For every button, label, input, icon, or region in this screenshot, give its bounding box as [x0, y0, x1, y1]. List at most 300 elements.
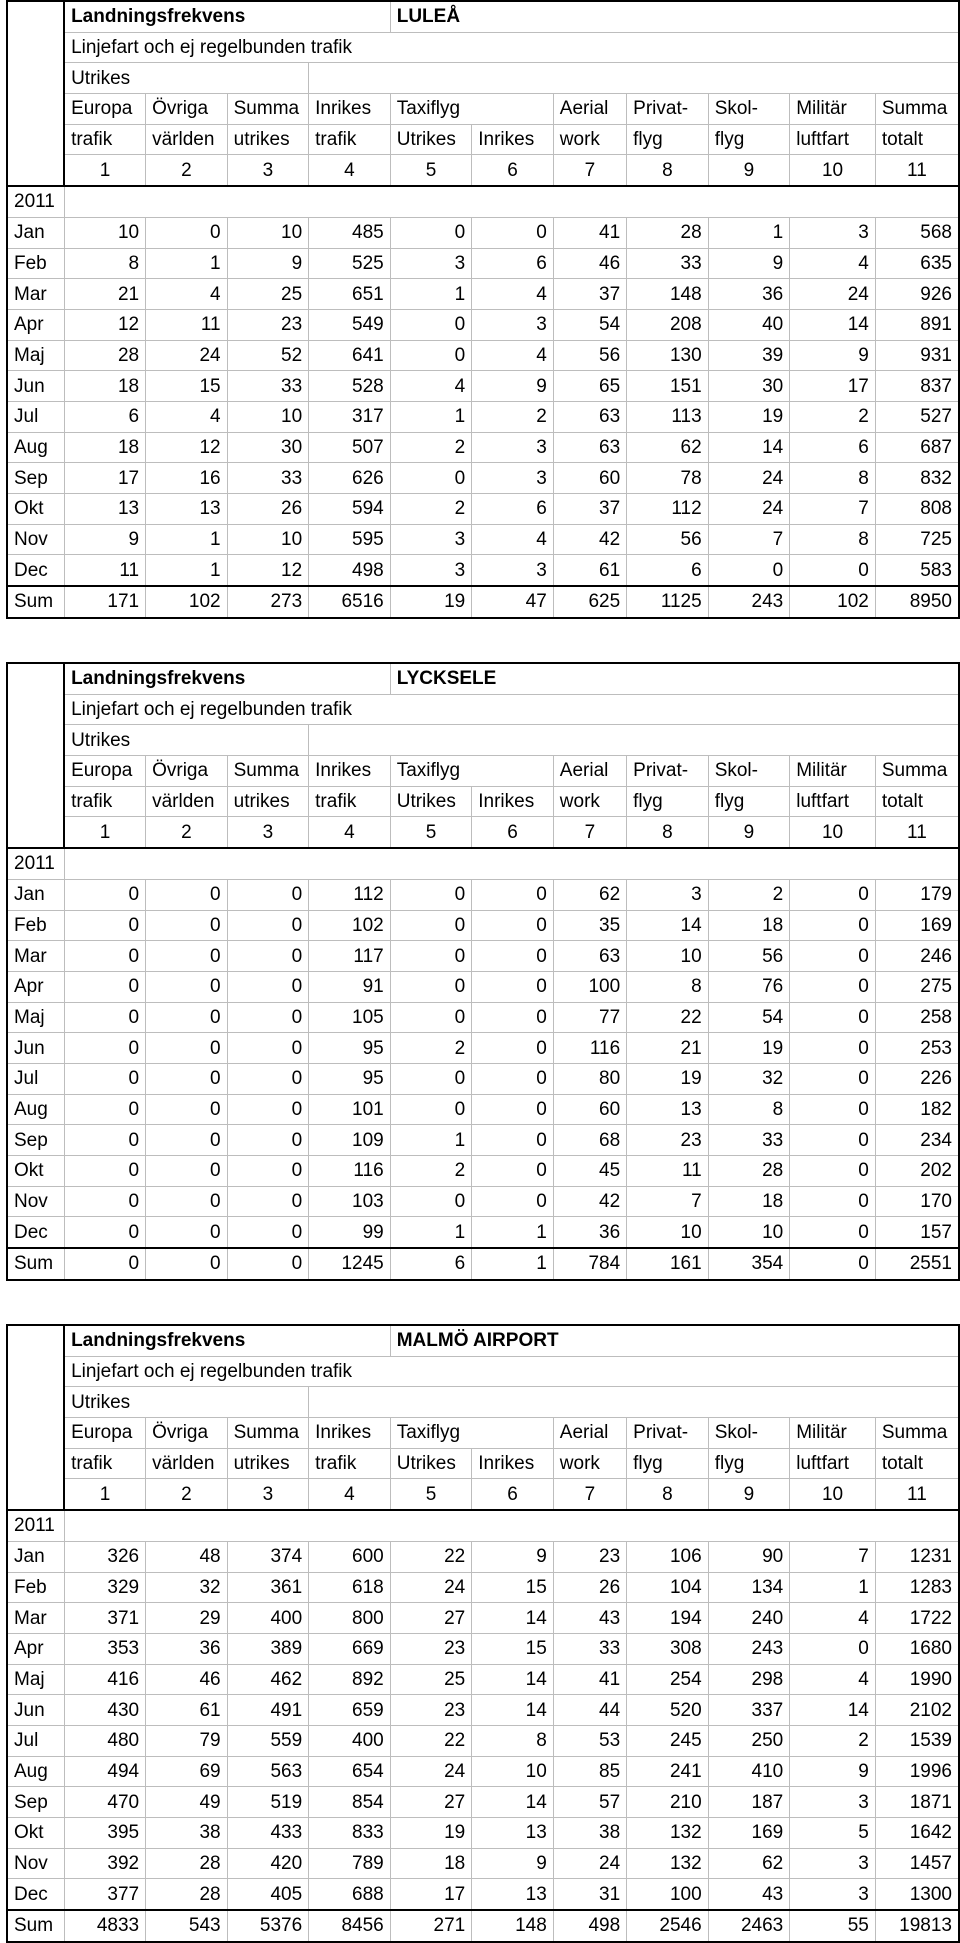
data-cell: 37	[553, 279, 626, 310]
data-cell: 6	[472, 494, 554, 525]
corner-cell	[7, 155, 64, 186]
column-subheader: Utrikes	[390, 124, 472, 155]
traffic-subtitle: Linjefart och ej regelbunden trafik	[64, 32, 959, 63]
data-cell: 854	[309, 1787, 391, 1818]
sum-cell: 0	[227, 1248, 309, 1280]
data-cell: 112	[309, 879, 391, 910]
data-cell: 0	[146, 1156, 228, 1187]
data-cell: 23	[227, 309, 309, 340]
data-cell: 22	[390, 1725, 472, 1756]
column-subheader: världen	[146, 1448, 228, 1479]
month-label: Jun	[7, 1033, 64, 1064]
data-cell: 179	[875, 879, 959, 910]
month-label: Jul	[7, 1063, 64, 1094]
data-cell: 33	[627, 248, 709, 279]
data-cell: 0	[146, 910, 228, 941]
data-cell: 389	[227, 1633, 309, 1664]
column-number: 11	[875, 817, 959, 848]
data-cell: 49	[146, 1787, 228, 1818]
corner-cell	[7, 1325, 64, 1356]
table-row	[7, 1217, 959, 1248]
month-label: Sep	[7, 1125, 64, 1156]
table-row	[7, 217, 959, 248]
data-cell: 0	[790, 1125, 876, 1156]
sum-cell: 5376	[227, 1910, 309, 1942]
month-label: Jan	[7, 217, 64, 248]
data-cell: 498	[309, 555, 391, 586]
month-label: Feb	[7, 1572, 64, 1603]
data-cell: 101	[309, 1094, 391, 1125]
data-cell: 9	[708, 248, 790, 279]
data-cell: 100	[553, 971, 626, 1002]
data-cell: 19	[708, 401, 790, 432]
data-cell: 23	[627, 1125, 709, 1156]
data-cell: 35	[553, 910, 626, 941]
corner-cell	[7, 1448, 64, 1479]
data-cell: 528	[309, 371, 391, 402]
data-cell: 9	[472, 1848, 554, 1879]
data-cell: 32	[708, 1063, 790, 1094]
data-cell: 13	[472, 1818, 554, 1849]
column-subheader: världen	[146, 786, 228, 817]
data-cell: 11	[146, 309, 228, 340]
column-number: 11	[875, 155, 959, 186]
data-cell: 76	[708, 971, 790, 1002]
corner-cell	[7, 1356, 64, 1387]
column-subheader: utrikes	[227, 786, 309, 817]
airport-table-block	[6, 662, 960, 1281]
data-cell: 3	[790, 1879, 876, 1910]
data-cell: 3	[390, 248, 472, 279]
data-cell: 18	[64, 371, 146, 402]
data-cell: 11	[64, 555, 146, 586]
column-number: 8	[627, 1479, 709, 1510]
sum-cell: 102	[146, 586, 228, 618]
data-cell: 688	[309, 1879, 391, 1910]
table-title: Landningsfrekvens	[64, 1, 390, 32]
data-cell: 485	[309, 217, 391, 248]
sum-cell: 19813	[875, 1910, 959, 1942]
data-cell: 13	[472, 1879, 554, 1910]
data-cell: 0	[227, 1094, 309, 1125]
column-number: 2	[146, 155, 228, 186]
table-row	[7, 1094, 959, 1125]
table-row	[7, 1541, 959, 1572]
data-cell: 182	[875, 1094, 959, 1125]
column-number: 10	[790, 1479, 876, 1510]
data-cell: 374	[227, 1541, 309, 1572]
data-cell: 27	[390, 1787, 472, 1818]
data-cell: 298	[708, 1664, 790, 1695]
table-row	[7, 371, 959, 402]
column-header: Militär	[790, 94, 876, 125]
table-row	[7, 910, 959, 941]
corner-cell	[7, 817, 64, 848]
sum-cell: 2551	[875, 1248, 959, 1280]
data-cell: 63	[553, 941, 626, 972]
data-cell: 594	[309, 494, 391, 525]
data-cell: 104	[627, 1572, 709, 1603]
corner-cell	[7, 32, 64, 63]
data-cell: 258	[875, 1002, 959, 1033]
data-cell: 15	[472, 1572, 554, 1603]
data-cell: 56	[708, 941, 790, 972]
data-cell: 0	[472, 1125, 554, 1156]
data-cell: 9	[790, 1756, 876, 1787]
empty-cell	[309, 725, 959, 756]
column-header: Taxiflyg	[390, 94, 472, 125]
column-subheader: totalt	[875, 124, 959, 155]
data-cell: 317	[309, 401, 391, 432]
data-cell: 0	[390, 879, 472, 910]
table-row	[7, 248, 959, 279]
data-cell: 2	[790, 1725, 876, 1756]
data-cell: 395	[64, 1818, 146, 1849]
table-row	[7, 401, 959, 432]
data-cell: 10	[64, 217, 146, 248]
column-number: 10	[790, 155, 876, 186]
table-row	[7, 879, 959, 910]
data-cell: 21	[627, 1033, 709, 1064]
landing-frequency-table	[6, 1324, 960, 1943]
table-row	[7, 1603, 959, 1634]
sum-row	[7, 586, 959, 618]
data-cell: 12	[146, 432, 228, 463]
data-cell: 9	[472, 1541, 554, 1572]
table-row	[7, 340, 959, 371]
data-cell: 6	[472, 248, 554, 279]
data-cell: 10	[227, 401, 309, 432]
data-cell: 0	[146, 1125, 228, 1156]
column-header: Övriga	[146, 94, 228, 125]
data-cell: 41	[553, 1664, 626, 1695]
data-cell: 410	[708, 1756, 790, 1787]
data-cell: 14	[790, 309, 876, 340]
column-number: 5	[390, 1479, 472, 1510]
data-cell: 0	[790, 1063, 876, 1094]
data-cell: 202	[875, 1156, 959, 1187]
sum-label: Sum	[7, 1910, 64, 1942]
data-cell: 36	[146, 1633, 228, 1664]
data-cell: 0	[790, 879, 876, 910]
data-cell: 148	[627, 279, 709, 310]
data-cell: 27	[390, 1603, 472, 1634]
data-cell: 13	[627, 1094, 709, 1125]
column-header: Summa	[227, 94, 309, 125]
column-header	[472, 1418, 554, 1449]
column-subheader: Utrikes	[390, 786, 472, 817]
month-label: Nov	[7, 524, 64, 555]
sum-cell: 55	[790, 1910, 876, 1942]
data-cell: 0	[790, 971, 876, 1002]
data-cell: 46	[146, 1664, 228, 1695]
data-cell: 38	[553, 1818, 626, 1849]
data-cell: 0	[146, 1094, 228, 1125]
month-label: Sep	[7, 1787, 64, 1818]
data-cell: 43	[553, 1603, 626, 1634]
column-number: 7	[553, 155, 626, 186]
data-cell: 68	[553, 1125, 626, 1156]
sum-cell: 1245	[309, 1248, 391, 1280]
data-cell: 31	[553, 1879, 626, 1910]
data-cell: 2102	[875, 1695, 959, 1726]
column-header: Militär	[790, 1418, 876, 1449]
corner-cell	[7, 124, 64, 155]
data-cell: 1283	[875, 1572, 959, 1603]
month-label: Okt	[7, 1156, 64, 1187]
sum-cell: 171	[64, 586, 146, 618]
data-cell: 1990	[875, 1664, 959, 1695]
data-cell: 519	[227, 1787, 309, 1818]
data-cell: 60	[553, 463, 626, 494]
data-cell: 18	[708, 910, 790, 941]
data-cell: 56	[627, 524, 709, 555]
airport-table-block	[6, 1324, 960, 1943]
corner-cell	[7, 63, 64, 94]
data-cell: 0	[472, 1156, 554, 1187]
data-cell: 0	[146, 217, 228, 248]
data-cell: 0	[472, 217, 554, 248]
data-cell: 10	[708, 1217, 790, 1248]
sum-cell: 6516	[309, 586, 391, 618]
sum-cell: 543	[146, 1910, 228, 1942]
data-cell: 234	[875, 1125, 959, 1156]
column-subheader: trafik	[309, 1448, 391, 1479]
data-cell: 12	[227, 555, 309, 586]
data-cell: 253	[875, 1033, 959, 1064]
month-label: Okt	[7, 1818, 64, 1849]
data-cell: 116	[309, 1156, 391, 1187]
data-cell: 0	[472, 879, 554, 910]
sum-cell: 4833	[64, 1910, 146, 1942]
data-cell: 91	[309, 971, 391, 1002]
data-cell: 7	[627, 1186, 709, 1217]
data-cell: 618	[309, 1572, 391, 1603]
column-header: Skol-	[708, 756, 790, 787]
month-label: Dec	[7, 1879, 64, 1910]
data-cell: 39	[708, 340, 790, 371]
column-number: 4	[309, 817, 391, 848]
data-cell: 134	[708, 1572, 790, 1603]
table-row	[7, 1125, 959, 1156]
sum-cell: 625	[553, 586, 626, 618]
data-cell: 470	[64, 1787, 146, 1818]
month-label: Jan	[7, 1541, 64, 1572]
data-cell: 527	[875, 401, 959, 432]
column-header: Privat-	[627, 756, 709, 787]
data-cell: 17	[64, 463, 146, 494]
data-cell: 0	[790, 555, 876, 586]
data-cell: 56	[553, 340, 626, 371]
column-number: 1	[64, 1479, 146, 1510]
data-cell: 0	[227, 879, 309, 910]
data-cell: 226	[875, 1063, 959, 1094]
data-cell: 21	[64, 279, 146, 310]
data-cell: 563	[227, 1756, 309, 1787]
data-cell: 1	[146, 248, 228, 279]
data-cell: 3	[627, 879, 709, 910]
column-header: Summa	[875, 756, 959, 787]
data-cell: 14	[472, 1787, 554, 1818]
data-cell: 169	[875, 910, 959, 941]
data-cell: 117	[309, 941, 391, 972]
data-cell: 10	[627, 1217, 709, 1248]
data-cell: 8	[64, 248, 146, 279]
traffic-subtitle: Linjefart och ej regelbunden trafik	[64, 694, 959, 725]
data-cell: 62	[708, 1848, 790, 1879]
column-subheader: trafik	[309, 786, 391, 817]
column-subheader: totalt	[875, 1448, 959, 1479]
data-cell: 725	[875, 524, 959, 555]
data-cell: 0	[390, 1094, 472, 1125]
data-cell: 18	[390, 1848, 472, 1879]
data-cell: 65	[553, 371, 626, 402]
empty-cell	[64, 186, 959, 217]
column-subheader: utrikes	[227, 1448, 309, 1479]
data-cell: 0	[708, 555, 790, 586]
data-cell: 187	[708, 1787, 790, 1818]
corner-cell	[7, 725, 64, 756]
column-number: 4	[309, 155, 391, 186]
column-number: 8	[627, 155, 709, 186]
data-cell: 0	[390, 941, 472, 972]
data-cell: 659	[309, 1695, 391, 1726]
data-cell: 8	[627, 971, 709, 1002]
month-label: Jul	[7, 1725, 64, 1756]
column-header: Inrikes	[309, 1418, 391, 1449]
data-cell: 8	[708, 1094, 790, 1125]
data-cell: 480	[64, 1725, 146, 1756]
data-cell: 0	[146, 1063, 228, 1094]
data-cell: 1996	[875, 1756, 959, 1787]
data-cell: 95	[309, 1033, 391, 1064]
column-header: Inrikes	[309, 756, 391, 787]
month-label: Jun	[7, 1695, 64, 1726]
data-cell: 24	[790, 279, 876, 310]
data-cell: 0	[227, 1002, 309, 1033]
table-row	[7, 1818, 959, 1849]
data-cell: 687	[875, 432, 959, 463]
data-cell: 400	[227, 1603, 309, 1634]
data-cell: 3	[790, 1787, 876, 1818]
data-cell: 0	[790, 910, 876, 941]
data-cell: 33	[708, 1125, 790, 1156]
sum-cell: 273	[227, 586, 309, 618]
data-cell: 62	[627, 432, 709, 463]
data-cell: 23	[390, 1633, 472, 1664]
month-label: Maj	[7, 1664, 64, 1695]
sum-cell: 0	[64, 1248, 146, 1280]
data-cell: 61	[146, 1695, 228, 1726]
month-label: Feb	[7, 910, 64, 941]
sum-row	[7, 1910, 959, 1942]
data-cell: 3	[472, 432, 554, 463]
data-cell: 1	[390, 279, 472, 310]
data-cell: 4	[790, 1603, 876, 1634]
column-header: Europa	[64, 756, 146, 787]
data-cell: 240	[708, 1603, 790, 1634]
sum-cell: 6	[390, 1248, 472, 1280]
data-cell: 926	[875, 279, 959, 310]
sum-cell: 2546	[627, 1910, 709, 1942]
sum-cell: 102	[790, 586, 876, 618]
data-cell: 7	[790, 494, 876, 525]
month-label: Okt	[7, 494, 64, 525]
sum-cell: 0	[146, 1248, 228, 1280]
data-cell: 28	[146, 1848, 228, 1879]
data-cell: 0	[390, 340, 472, 371]
data-cell: 651	[309, 279, 391, 310]
data-cell: 10	[227, 217, 309, 248]
data-cell: 245	[627, 1725, 709, 1756]
month-label: Apr	[7, 309, 64, 340]
data-cell: 42	[553, 1186, 626, 1217]
data-cell: 14	[472, 1603, 554, 1634]
data-cell: 0	[64, 1186, 146, 1217]
data-cell: 33	[553, 1633, 626, 1664]
data-cell: 33	[227, 371, 309, 402]
table-title: Landningsfrekvens	[64, 663, 390, 694]
data-cell: 0	[390, 463, 472, 494]
data-cell: 78	[627, 463, 709, 494]
table-row	[7, 309, 959, 340]
data-cell: 654	[309, 1756, 391, 1787]
column-number: 11	[875, 1479, 959, 1510]
data-cell: 3	[472, 463, 554, 494]
data-cell: 891	[875, 309, 959, 340]
data-cell: 132	[627, 1848, 709, 1879]
data-cell: 0	[146, 941, 228, 972]
data-cell: 0	[227, 1186, 309, 1217]
data-cell: 210	[627, 1787, 709, 1818]
column-header: Skol-	[708, 1418, 790, 1449]
data-cell: 24	[708, 463, 790, 494]
table-row	[7, 1033, 959, 1064]
data-cell: 25	[390, 1664, 472, 1695]
empty-cell	[64, 1510, 959, 1541]
table-title: Landningsfrekvens	[64, 1325, 390, 1356]
column-number: 3	[227, 817, 309, 848]
data-cell: 54	[708, 1002, 790, 1033]
data-cell: 0	[390, 1186, 472, 1217]
data-cell: 462	[227, 1664, 309, 1695]
year-label: 2011	[7, 186, 64, 217]
column-header: Taxiflyg	[390, 1418, 472, 1449]
data-cell: 1	[390, 401, 472, 432]
data-cell: 0	[472, 1002, 554, 1033]
data-cell: 0	[790, 1156, 876, 1187]
data-cell: 275	[875, 971, 959, 1002]
data-cell: 10	[472, 1756, 554, 1787]
utrikes-label: Utrikes	[64, 1387, 309, 1418]
data-cell: 22	[390, 1541, 472, 1572]
data-cell: 0	[472, 1063, 554, 1094]
data-cell: 0	[790, 941, 876, 972]
data-cell: 194	[627, 1603, 709, 1634]
data-cell: 254	[627, 1664, 709, 1695]
column-header	[472, 94, 554, 125]
data-cell: 0	[472, 941, 554, 972]
column-subheader: trafik	[64, 124, 146, 155]
month-label: Apr	[7, 1633, 64, 1664]
table-row	[7, 279, 959, 310]
data-cell: 9	[227, 248, 309, 279]
data-cell: 0	[790, 1002, 876, 1033]
landing-frequency-table	[6, 0, 960, 619]
data-cell: 0	[472, 971, 554, 1002]
data-cell: 491	[227, 1695, 309, 1726]
column-number: 1	[64, 817, 146, 848]
